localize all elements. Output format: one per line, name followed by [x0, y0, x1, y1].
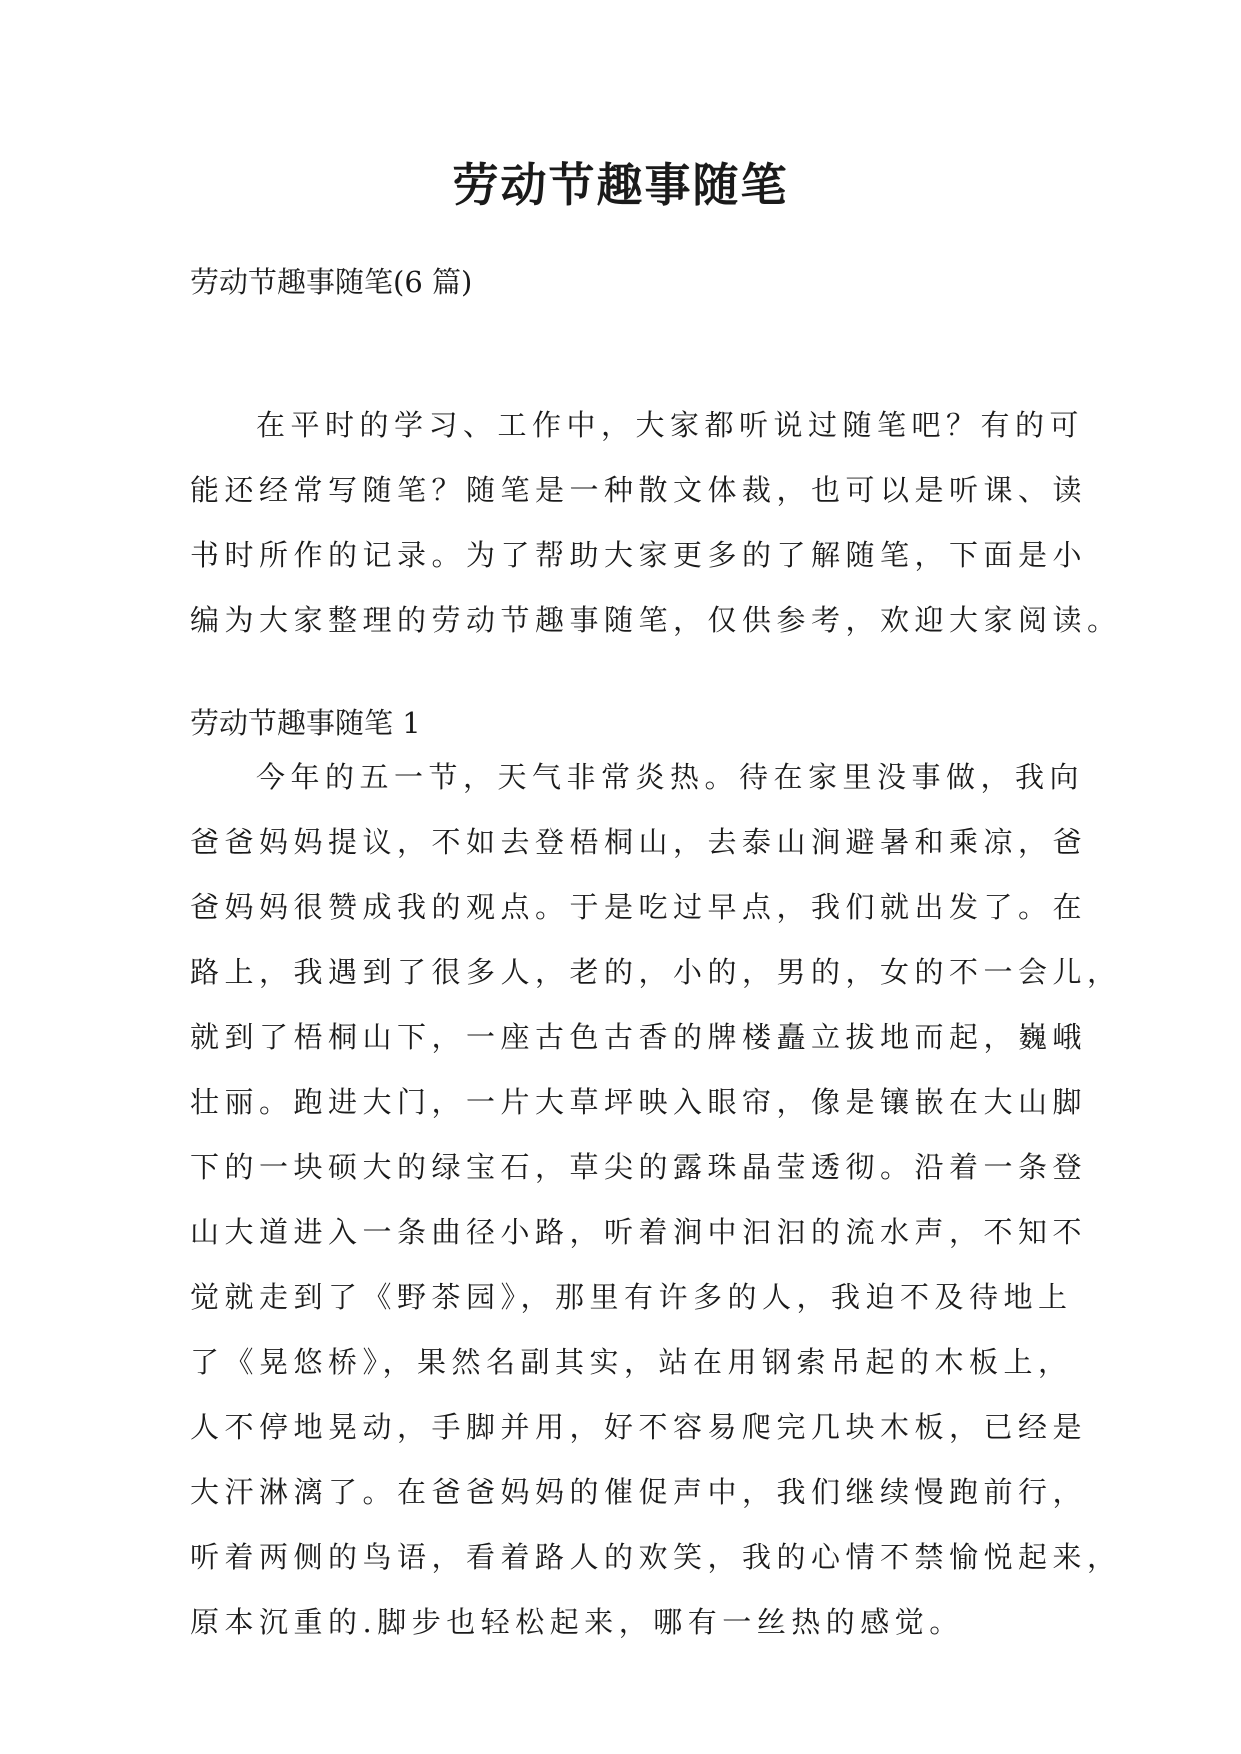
body-line: 爸爸妈妈提议，不如去登梧桐山，去泰山涧避暑和乘凉，爸	[190, 825, 1088, 859]
body-line: 原本沉重的.脚步也轻松起来，哪有一丝热的感觉。	[190, 1605, 964, 1639]
body-paragraph	[190, 757, 1122, 1667]
document-title: 劳动节趣事随笔	[452, 158, 789, 212]
body-line: 今年的五一节，天气非常炎热。待在家里没事做，我向	[256, 760, 1085, 794]
document-subtitle: 劳动节趣事随笔(6 篇)	[190, 265, 473, 299]
section-heading: 劳动节趣事随笔 1	[190, 706, 421, 740]
body-line: 觉就走到了《野茶园》，那里有许多的人，我迫不及待地上	[190, 1280, 1073, 1314]
body-line: 壮丽。跑进大门，一片大草坪映入眼帘，像是镶嵌在大山脚	[190, 1085, 1088, 1119]
body-line: 就到了梧桐山下，一座古色古香的牌楼矗立拔地而起，巍峨	[190, 1020, 1088, 1054]
intro-line: 在平时的学习、工作中，大家都听说过随笔吧？有的可	[256, 408, 1085, 442]
body-line: 了《晃悠桥》，果然名副其实，站在用钢索吊起的木板上，	[190, 1345, 1073, 1379]
body-line: 爸妈妈很赞成我的观点。于是吃过早点，我们就出发了。在	[190, 890, 1088, 924]
intro-line: 能还经常写随笔？随笔是一种散文体裁，也可以是听课、读	[190, 473, 1088, 507]
intro-line: 书时所作的记录。为了帮助大家更多的了解随笔，下面是小	[190, 538, 1088, 572]
body-line: 山大道进入一条曲径小路，听着涧中汩汩的流水声，不知不	[190, 1215, 1088, 1249]
body-line: 下的一块硕大的绿宝石，草尖的露珠晶莹透彻。沿着一条登	[190, 1150, 1088, 1184]
intro-paragraph	[190, 405, 1122, 665]
body-line: 大汗淋漓了。在爸爸妈妈的催促声中，我们继续慢跑前行，	[190, 1475, 1088, 1509]
body-line: 路上，我遇到了很多人，老的，小的，男的，女的不一会儿，	[190, 955, 1122, 989]
intro-line: 编为大家整理的劳动节趣事随笔，仅供参考，欢迎大家阅读。	[190, 603, 1122, 637]
body-line: 听着两侧的鸟语，看着路人的欢笑，我的心情不禁愉悦起来，	[190, 1540, 1122, 1574]
body-line: 人不停地晃动，手脚并用，好不容易爬完几块木板，已经是	[190, 1410, 1088, 1444]
